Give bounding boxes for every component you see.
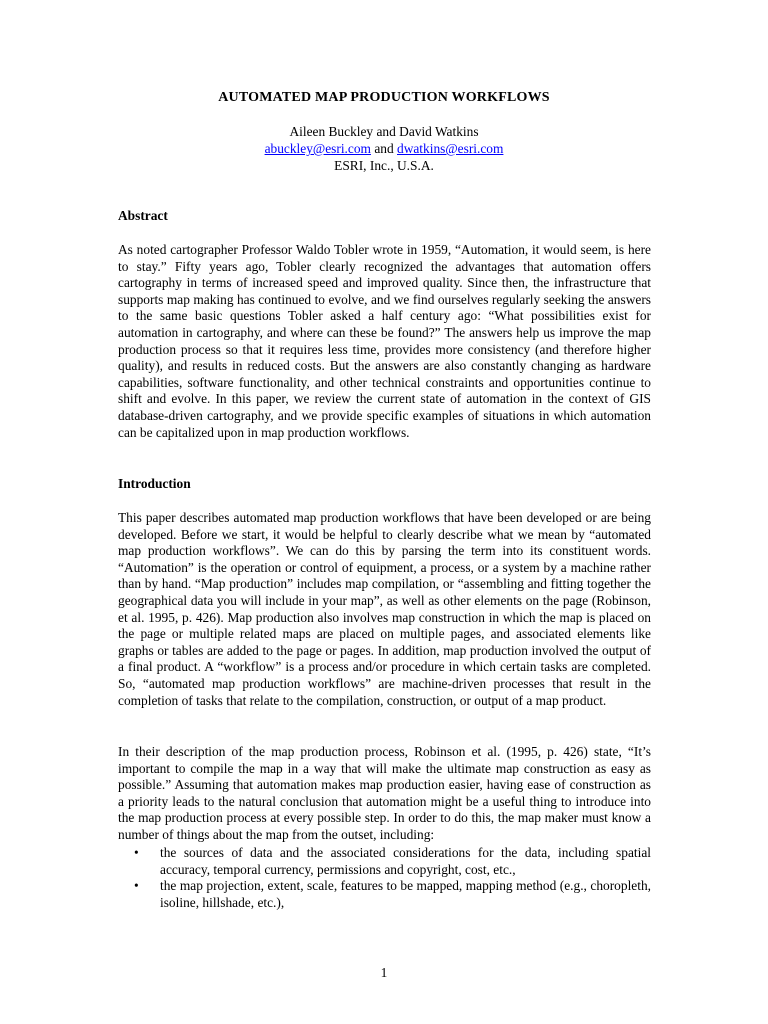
list-item-text: the map projection, extent, scale, features to be mapped, mapping method (e.g., choropleth, isoline, hillshade, etc.),: [160, 878, 651, 910]
list-item-text: the sources of data and the associated considerations for the data, including spatial accuracy, temporal currency, permissions and copyright, cost, etc.,: [160, 845, 651, 877]
introduction-paragraph-1: This paper describes automated map production workflows that have been developed or are being developed. Before we start, it would be helpful to clearly describe what we mean by “automated map production workflows”. We can do this by parsing the term into its constituent words. “Automation” is the operation or control of equipment, a process, or a system by a machine rather than by hand. “Map production” includes map compilation, or “assembling and fitting together the geographical data you will include in your map”, as well as other elements on the page (Robinson, et al. 1995, p. 426). Map production also involves map construction in which the map is placed on the page or multiple related maps are placed on multiple pages, and associated elements like graphs or tables are added to the page or pages. In addition, map production involved the output of a final product. A “workflow” is a process and/or procedure in which certain tasks are completed. So, “automated map production workflows” are machine-driven processes that result in the completion of tasks that relate to the compilation, construction, or output of a map product.: [118, 510, 651, 708]
introduction-heading: Introduction: [118, 476, 191, 491]
bullet-icon: •: [134, 845, 139, 860]
abstract-text: As noted cartographer Professor Waldo Tobler wrote in 1959, “Automation, it would seem, is here to stay.” Fifty years ago, Tobler clearly recognized the advantages that automation offers cartography in terms of increased speed and improved quality. Since then, the infrastructure that supports map making has continued to evolve, and we find ourselves regularly seeking the answers to the same basic questions Tobler asked a half century ago: “What possibilities exist for automation in cartography, and where can these be found?” The answers help us improve the map production process so that it requires less time, provides more consistency (and therefore higher quality), and results in reduced costs. But the answers are also constantly changing as hardware capabilities, software functionality, and other technical constraints and opportunities continue to shift and evolve. In this paper, we review the current state of automation in the context of GIS database-driven cartography, and we provide specific examples of situations in which automation can be capitalized upon in map production workflows.: [118, 242, 651, 440]
author-emails: [0, 141, 768, 158]
list-item: [118, 845, 651, 878]
requirements-list: [118, 845, 651, 911]
author-names: Aileen Buckley and David Watkins: [289, 124, 479, 139]
list-item: [118, 878, 651, 911]
affiliation: ESRI, Inc., U.S.A.: [334, 158, 434, 173]
introduction-paragraph-2: In their description of the map production process, Robinson et al. (1995, p. 426) state, “It’s important to compile the map in a way that will make the ultimate map construction as easy as possible.” Assuming that automation makes map production easier, having ease of construction as a priority leads to the natural conclusion that automation might be a useful thing to introduce into the map production process at every possible step. In order to do this, the map maker must know a number of things about the map from the outset, including:: [118, 744, 651, 842]
email-link-buckley[interactable]: abuckley@esri.com: [264, 141, 371, 156]
email-separator: and: [370, 141, 397, 156]
bullet-icon: •: [134, 878, 139, 894]
email-link-watkins[interactable]: dwatkins@esri.com: [397, 141, 504, 156]
page-number: 1: [380, 965, 388, 980]
paper-title: AUTOMATED MAP PRODUCTION WORKFLOWS: [218, 90, 550, 105]
abstract-heading: Abstract: [118, 208, 168, 223]
